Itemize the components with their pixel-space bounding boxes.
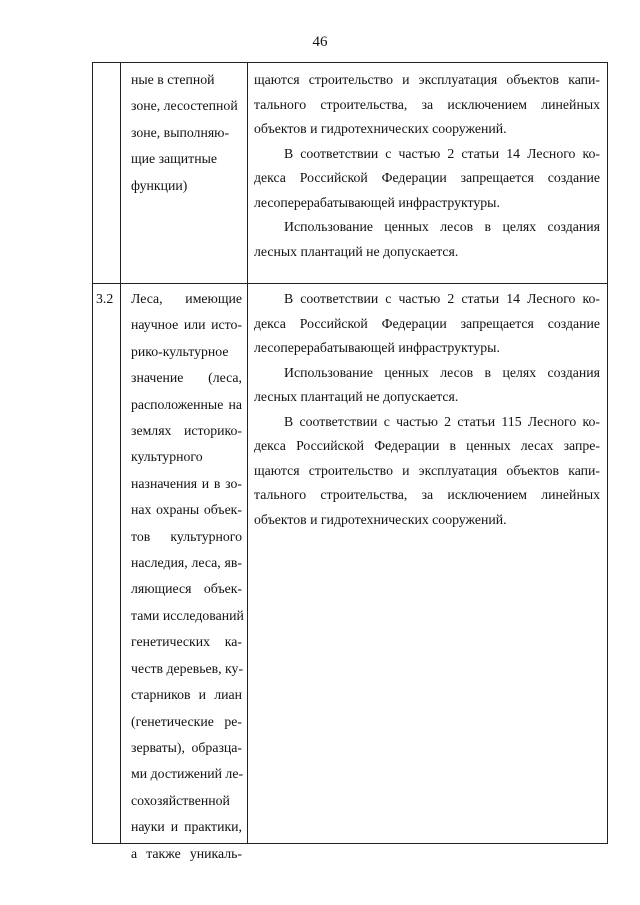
category-text-line: щие защитные: [131, 151, 217, 167]
forest-category-cell: [121, 63, 248, 283]
category-text-line: научное или исто-: [131, 317, 242, 333]
category-text-line: старников и лиан: [131, 687, 242, 703]
restriction-paragraph: [248, 361, 609, 410]
category-text-line: сохозяйственной: [131, 792, 230, 808]
category-text-line: зоне, лесостепной: [131, 98, 238, 114]
category-text-line: значение (леса,: [131, 370, 242, 386]
category-text-line: ми достижений ле-: [131, 766, 244, 782]
row-number-cell: [93, 63, 121, 283]
category-text-line: назначения и в зо-: [131, 475, 242, 491]
restriction-text-line: лесоперерабатывающей инфраструктуры.: [254, 340, 500, 355]
category-text-line: честв деревьев, ку-: [131, 660, 244, 676]
table-row: [93, 63, 607, 284]
restriction-text-line: декса Российской Федерации запрещается создание: [254, 170, 600, 185]
category-text-line: (генетические ре-: [131, 713, 242, 729]
restriction-paragraph: [248, 68, 609, 142]
category-text-line: ные в степной: [131, 72, 215, 87]
table-row: [93, 284, 607, 861]
page-number: 46: [312, 34, 328, 50]
category-text-line: рико-культурное: [131, 343, 229, 359]
restriction-text-line: лесных плантаций не допускается.: [254, 243, 459, 259]
restriction-text-line: тального строительства, за исключением линейных: [254, 96, 600, 112]
category-text-line: нах охраны объек-: [131, 502, 242, 518]
row-number-cell: [93, 284, 121, 843]
restriction-text-line: объектов и гидротехнических сооружений.: [254, 121, 507, 136]
restriction-text-line: декса Российской Федерации запрещается создание: [254, 315, 600, 331]
category-text-line: тов культурного: [131, 528, 242, 544]
restriction-text-line: лесных плантаций не допускается.: [254, 389, 459, 404]
restriction-paragraph: [248, 142, 609, 216]
category-text-line: наследия, леса, яв-: [131, 555, 242, 571]
restriction-text-line: щаются строительство и эксплуатация объектов капи-: [254, 462, 600, 478]
restrictions-cell: [248, 284, 609, 843]
restriction-text-line: объектов и гидротехнических сооружений.: [254, 511, 507, 527]
restriction-text-line: Использование ценных лесов в целях создания: [284, 219, 600, 234]
restriction-text-line: Использование ценных лесов в целях создания: [284, 364, 600, 380]
restrictions-cell: [248, 63, 609, 283]
category-text-line: зерваты), образца-: [131, 739, 242, 755]
forest-category-cell: [121, 284, 248, 861]
category-text-line: культурного: [131, 449, 203, 465]
category-text-line: а также уникаль-: [131, 845, 242, 861]
category-text-line: Леса, имеющие: [131, 291, 242, 306]
restriction-paragraph: [248, 215, 609, 264]
restriction-text-line: щаются строительство и эксплуатация объектов капи-: [254, 72, 600, 87]
restriction-text-line: тального строительства, за исключением линейных: [254, 487, 600, 502]
restriction-text-line: В соответствии с частью 2 статьи 14 Лесного ко-: [284, 291, 600, 306]
restriction-text-line: лесоперерабатывающей инфраструктуры.: [254, 194, 500, 210]
category-text-line: тами исследований: [131, 607, 244, 623]
restriction-text-line: декса Российской Федерации в ценных лесах запре-: [254, 438, 600, 453]
category-text-line: зоне, выполняю-: [131, 124, 230, 140]
category-text-line: науки и практики,: [131, 819, 242, 835]
regulation-table: [92, 62, 608, 861]
category-text-line: генетических ка-: [131, 634, 242, 650]
category-text-line: функции): [131, 177, 188, 193]
category-text-line: землях историко-: [131, 423, 242, 439]
restriction-text-line: В соответствии с частью 2 статьи 115 Лесного ко-: [284, 413, 600, 429]
restriction-paragraph: [248, 410, 609, 533]
restriction-text-line: В соответствии с частью 2 статьи 14 Лесного ко-: [284, 145, 600, 161]
restriction-paragraph: [248, 287, 609, 361]
row-number: 3.2: [96, 291, 114, 306]
category-text-line: расположенные на: [131, 396, 242, 412]
category-text-line: ляющиеся объек-: [131, 581, 242, 597]
